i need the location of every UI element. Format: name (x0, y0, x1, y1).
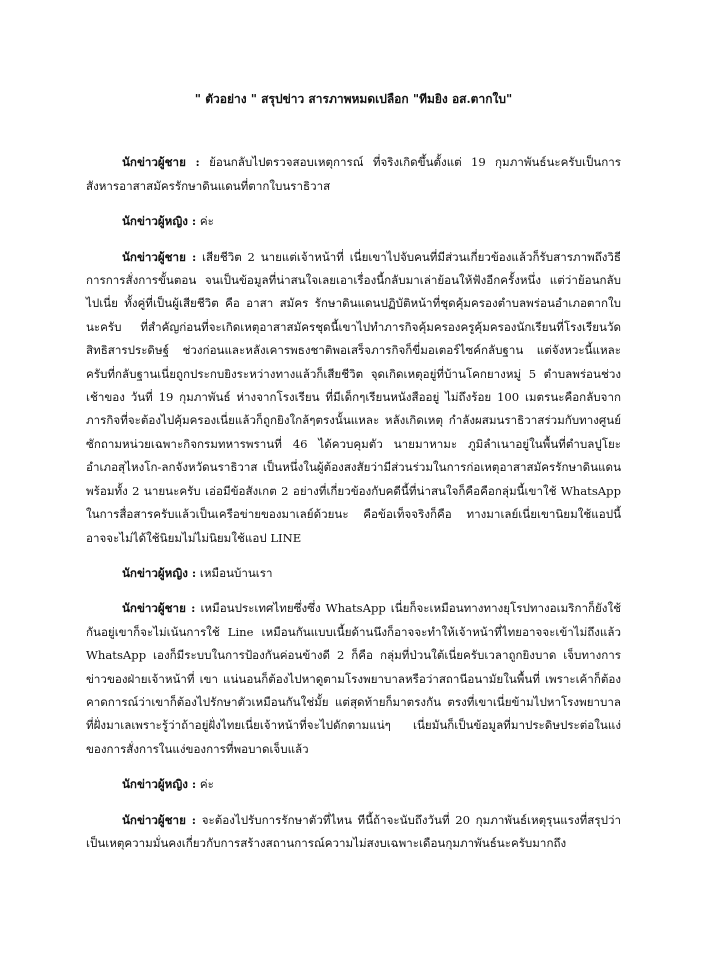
paragraph-text: ค่ะ (199, 777, 214, 792)
paragraph (86, 809, 621, 856)
speaker-label: นักข่าวผู้ชาย : (122, 812, 197, 827)
speaker-label: นักข่าวผู้ชาย : (122, 601, 196, 616)
paragraph (86, 151, 621, 198)
paragraph (86, 597, 621, 761)
paragraph (86, 562, 621, 585)
paragraph-text: เหมือนประเทศไทยซึ่งซึ่ง WhatsApp เนี่ยก็จะเหมือนทางทางยุโรปทางอเมริกาก็ยังใช้กันอยู่เขาก็จะไม่เน้นการใช้ Line เหมือนกันแบบเนี้ยด้านนึงก็อาจจะทำให้เจ้าหน้าที่ไทยอาจจะเข้าไม่ถึงแล้ว WhatsApp เองก็มีระบบในการป้องกันค่อนข้างดี 2 ก็คือ กลุ่มที่ป่วนใต้เนี่ยครับเวลาถูกยิงบาด เจ็บทางการข่าวของฝ่ายเจ้าหน้าที่ เขา แน่นอนก็ต้องไปหาดูตามโรงพยาบาลหรือว่าสถานีอนามัยในพื้นที่ เพราะเค้าก็ต้องคาดการณ์ว่าเขาก็ต้องไปรักษาตัวเหมือนกันใช่มั้ย แต่สุดท้ายก็มาตรงกัน ตรงที่เขาเนี่ยข้ามไปหาโรงพยาบาลที่ฝั่งมาเลเพราะรู้ว่าถ้าอยู่ฝั่งไทยเนี่ยเจ้าหน้าที่จะไปดักตามแน่ๆ เนี่ยมันก็เป็นข้อมูลที่มาประดิษประต่อในแง่ของการสั่งการในแง่ของการที่พอบาดเจ็บแล้ว (86, 601, 621, 756)
speaker-label: นักข่าวผู้หญิง : (122, 565, 197, 580)
speaker-label: นักข่าวผู้หญิง : (122, 214, 197, 229)
paragraph (86, 210, 621, 233)
paragraph (86, 246, 621, 550)
paragraph-text: ย้อนกลับไปตรวจสอบเหตุการณ์ ที่จริงเกิดขึ้นตั้งแต่ 19 กุมภาพันธ์นะครับเป็นการสังหารอาสาสมัครรักษาดินแดนที่ตากใบนราธิวาส (86, 155, 621, 193)
paragraph (86, 773, 621, 796)
paragraph-text: เหมือนบ้านเรา (199, 565, 273, 580)
paragraph-text: เสียชีวิต 2 นายแต่เจ้าหน้าที่ เนี่ยเขาไปจับคนที่มีส่วนเกี่ยวข้องแล้วก็รับสารภาพถึงวิธีการการสั่งการขั้นตอน จนเป็นข้อมูลที่น่าสนใจเลยเอาเรื่องนี้กลับมาเล่าย้อนให้ฟังอีกครั้งหนึ่ง แต่ว่าย้อนกลับไปเนี่ย ทั้งคู่ที่เป็นผู้เสียชีวิต คือ อาสา สมัคร รักษาดินแดนปฏิบัติหน้าที่ชุดคุ้มครองตำบลพร่อนอำเภอตากใบนะครับ ที่สำคัญก่อนที่จะเกิดเหตุอาสาสมัครชุดนี้เขาไปทำภารกิจคุ้มครองครูคุ้มครองนักเรียนที่โรงเรียนวัดสิทธิสารประดิษฐ์ ช่วงก่อนและหลังเคารพธงชาติพอเสร็จภารกิจก็ขี่มอเตอร์ไซค์กลับฐาน แต่จังหวะนี้แหละครับที่กลับฐานเนี่ยถูกประกบยิงระหว่างทางแล้วก็เสียชีวิต จุดเกิดเหตุอยู่ที่บ้านโคกยางหมู่ 5 ตำบลพร่อนช่วงเช้าของ วันที่ 19 กุมภาพันธ์ ห่างจากโรงเรียน ที่มีเด็กๆเรียนหนังสืออยู่ ไม่ถึงร้อย 100 เมตรนะคือกลับจากภารกิจที่จะต้องไปคุ้มครองเนี่ยแล้วก็ถูกยิงใกล้ๆตรงนั้นแหละ หลังเกิดเหตุ กำลังผสมนราธิวาสร่วมกับทางศูนย์ซักถามหน่วยเฉพาะกิจกรมทหารพรานที่ 46 ได้ควบคุมตัว นายมาหามะ ภูมิลำเนาอยู่ในพื้นที่ตำบลปูโยะอำเภอสุไหงโก-ลกจังหวัดนราธิวาส เป็นหนึ่งในผู้ต้องสงสัยว่ามีส่วนร่วมในการก่อเหตุอาสาสมัครรักษาดินแดนพร้อมทั้ง 2 นายนะครับ เอ่อมีข้อสังเกต 2 อย่างที่เกี่ยวข้องกับคดีนี้ที่น่าสนใจก็คือคือกลุ่มนี้เขาใช้ WhatsApp ในการสื่อสารครับแล้วเป็นเครือข่ายของมาเลย์ด้วยนะ คือข้อเท็จจริงก็คือ ทางมาเลย์เนี่ยเขานิยมใช้แอปนี้ อาจจะไม่ได้ใช้นิยมไม่ไม่นิยมใช้แอป LINE (86, 249, 621, 545)
speaker-label: นักข่าวผู้ชาย : (122, 155, 200, 170)
speaker-label: นักข่าวผู้ชาย : (122, 249, 197, 264)
paragraph-text: จะต้องไปรับการรักษาตัวที่ไหน ทีนี้ถ้าจะนับถึงวันที่ 20 กุมภาพันธ์เหตุรุนแรงที่สรุปว่าเป็นเหตุความมั่นคงเกี่ยวกับการสร้างสถานการณ์ความไม่สงบเฉพาะเดือนกุมภาพันธ์นะครับมากถึง (86, 812, 621, 850)
speaker-label: นักข่าวผู้หญิง : (122, 777, 197, 792)
document-title: " ตัวอย่าง " สรุปข่าว สารภาพหมดเปลือก "ทีมยิง อส.ตากใบ" (194, 92, 513, 106)
paragraph-text: ค่ะ (199, 214, 214, 229)
